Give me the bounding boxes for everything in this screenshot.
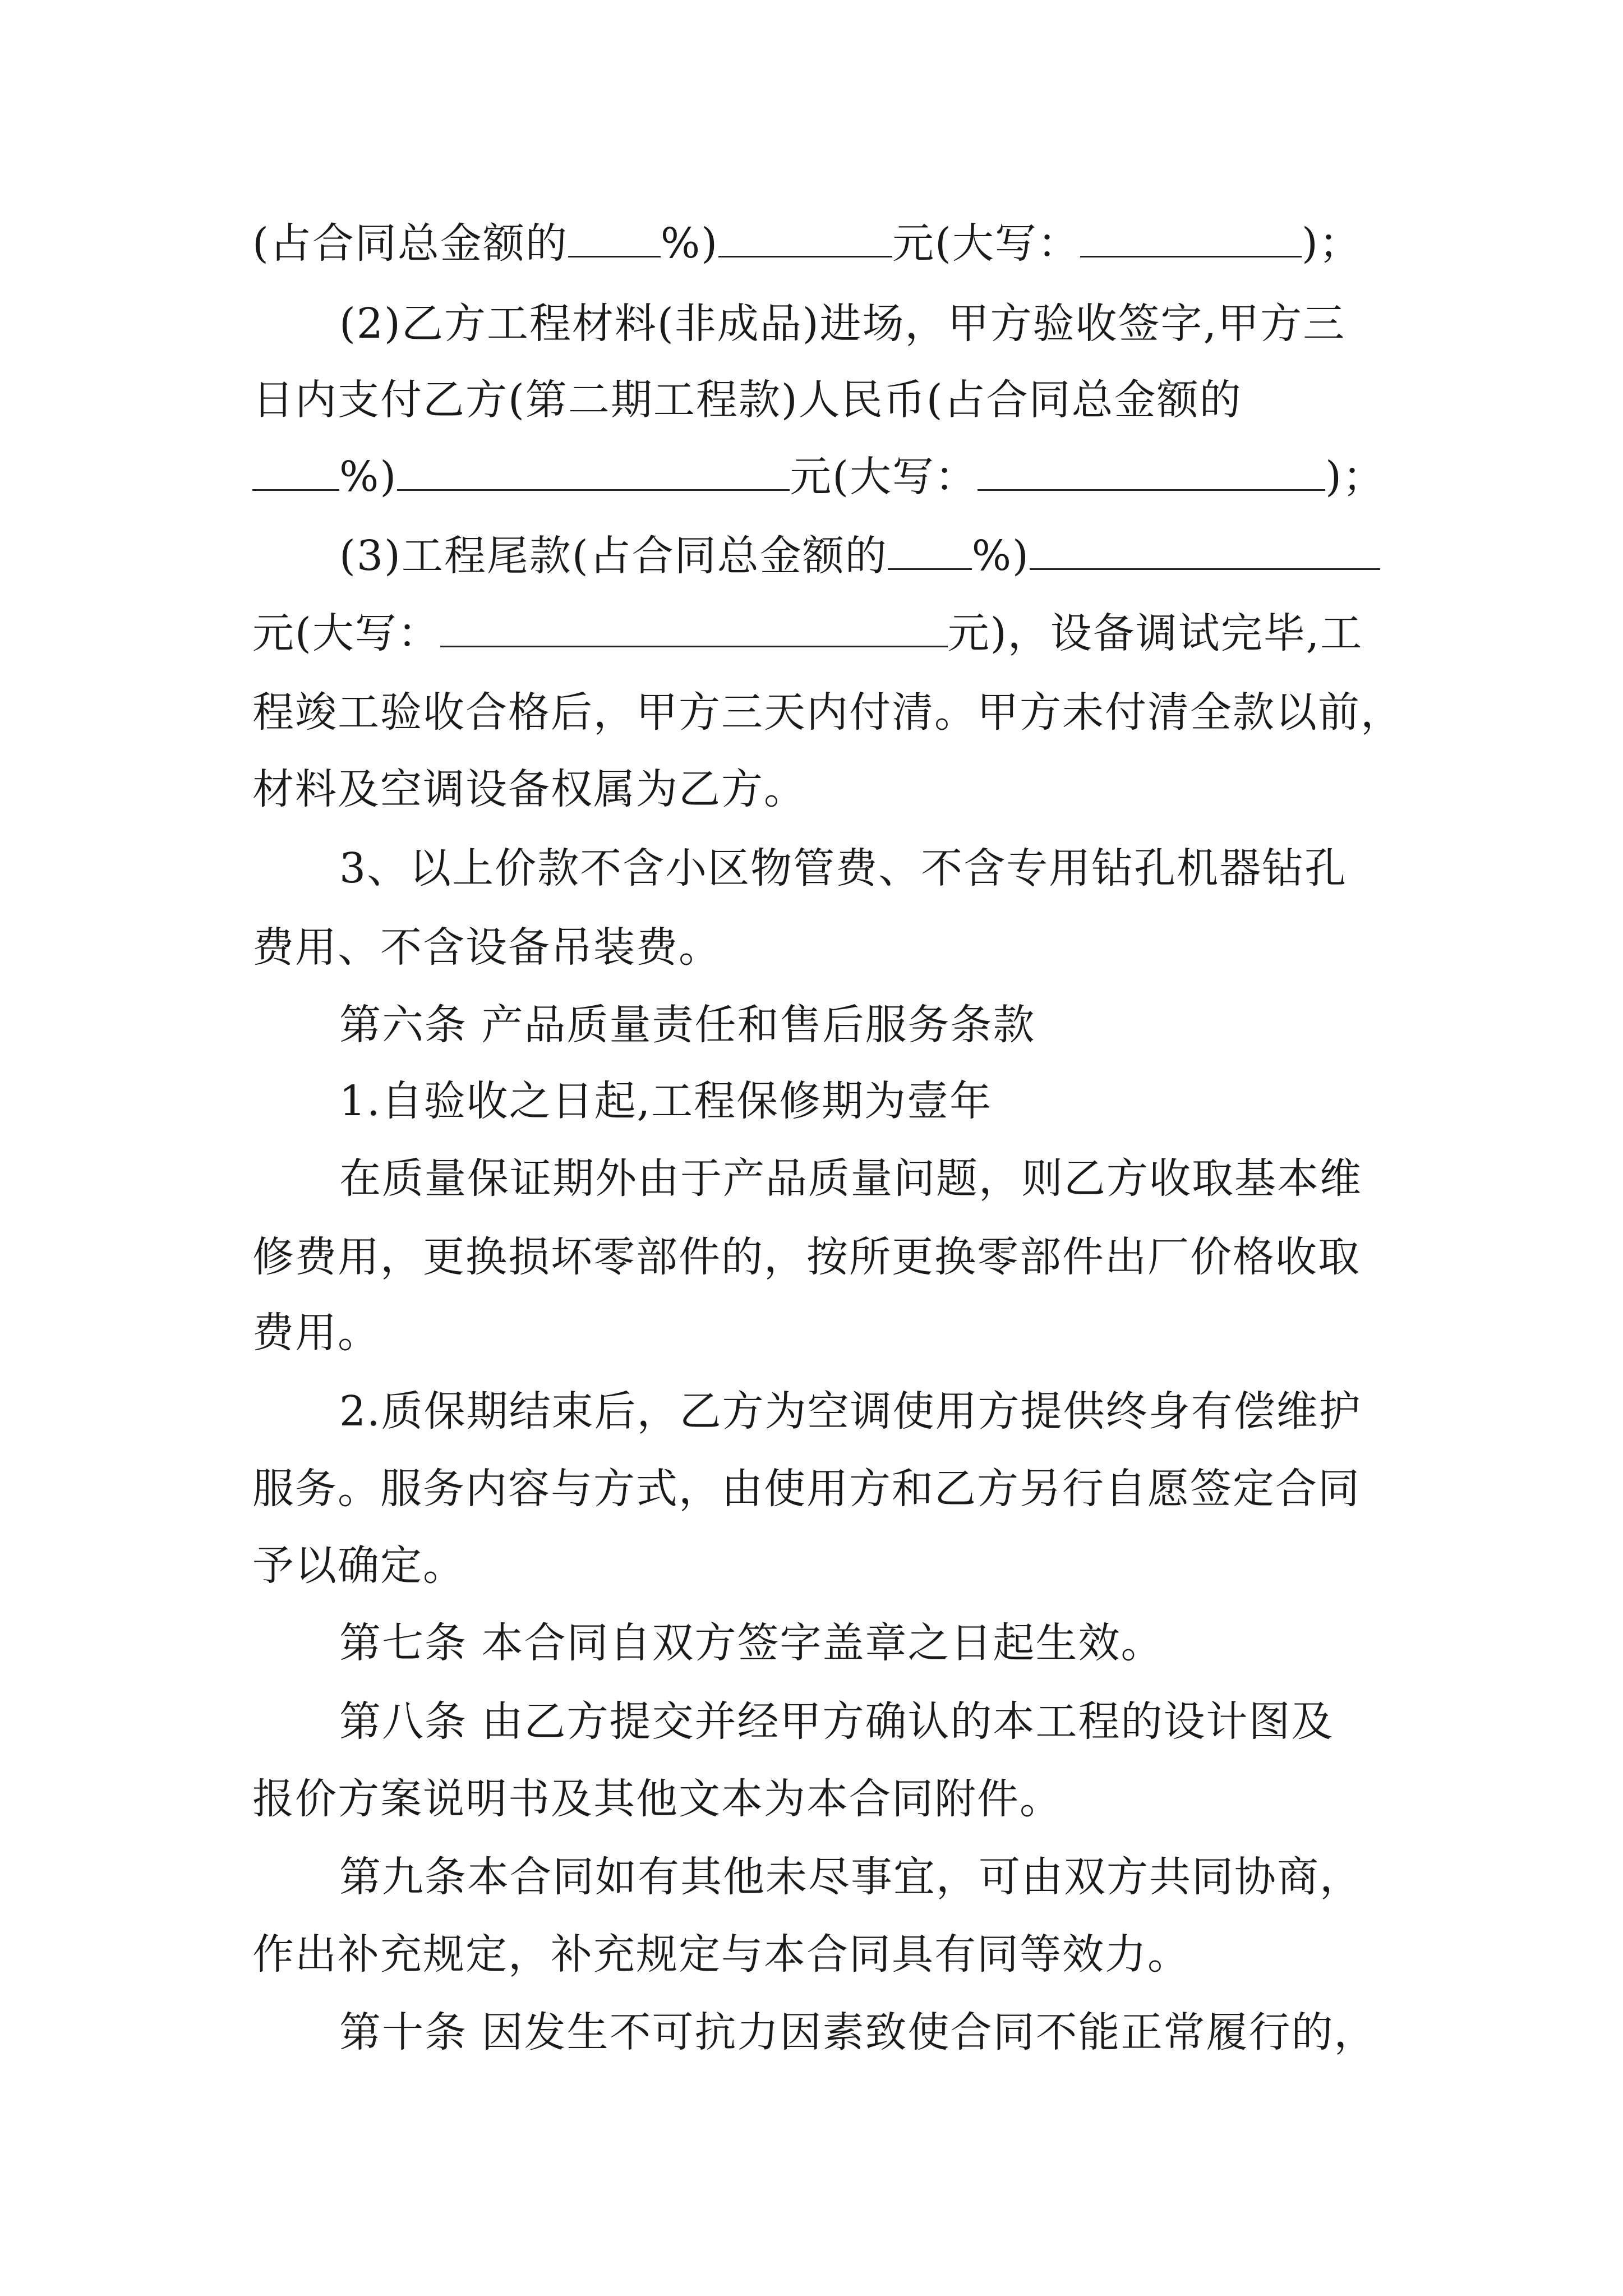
text-line (252, 605, 1363, 661)
text-segment: 作出补充规定，补充规定与本合同具有同等效力。 (252, 1930, 1190, 1978)
fill-in-blank (1080, 215, 1302, 257)
text-segment: 程竣工验收合格后，甲方三天内付清。甲方未付清全款以前， (252, 688, 1403, 737)
text-segment: (2)乙方工程材料(非成品)进场，甲方验收签字,甲方三 (339, 300, 1346, 348)
text-segment: 第六条 产品质量责任和售后服务条款 (339, 1001, 1036, 1049)
text-segment: 元(大写： (252, 609, 440, 657)
text-segment: 服务。服务内容与方式，由使用方和乙方另行自愿签定合同 (252, 1465, 1361, 1513)
text-line (252, 919, 721, 976)
text-segment: )； (1301, 219, 1362, 268)
fill-in-blank (718, 215, 892, 257)
text-line (339, 1849, 1362, 1905)
text-line (339, 997, 1036, 1053)
fill-in-blank (1030, 528, 1380, 570)
text-line (252, 372, 1242, 428)
text-segment: %) (660, 219, 719, 268)
text-line (252, 1305, 380, 1361)
text-line (252, 449, 1385, 505)
text-line (252, 215, 1362, 272)
fill-in-blank (440, 605, 948, 647)
text-segment: (占合同总金额的 (252, 219, 568, 268)
fill-in-blank (978, 449, 1325, 491)
text-segment: 费用、不含设备吊装费。 (252, 923, 721, 972)
text-line (252, 1538, 465, 1594)
text-segment: 予以确定。 (252, 1542, 465, 1590)
text-segment: 修费用，更换损坏零部件的，按所更换零部件出厂价格收取 (252, 1233, 1361, 1281)
fill-in-blank (397, 449, 790, 491)
text-segment: 元)，设备调试完毕,工 (947, 609, 1363, 657)
text-segment: 第十条 因发生不可抗力因素致使合同不能正常履行的， (339, 2008, 1377, 2056)
text-line (339, 1383, 1362, 1439)
text-line (339, 528, 1380, 584)
fill-in-blank (568, 215, 661, 257)
text-segment: 第八条 由乙方提交并经甲方确认的本工程的设计图及 (339, 1697, 1334, 1746)
text-line (252, 684, 1403, 740)
text-line (252, 761, 806, 817)
text-segment: (3)工程尾款(占合同总金额的 (339, 532, 888, 580)
text-segment: %) (339, 453, 398, 501)
text-line (252, 1771, 1062, 1827)
text-segment: 费用。 (252, 1309, 380, 1357)
text-line (252, 1229, 1361, 1285)
text-segment: 3、以上价款不含小区物管费、不含专用钻孔机器钻孔 (339, 844, 1348, 892)
text-line (339, 1073, 992, 1129)
fill-in-blank (888, 528, 972, 570)
text-line (339, 296, 1345, 352)
text-segment: 第九条本合同如有其他未尽事宜，可由双方共同协商， (339, 1853, 1362, 1901)
text-line (339, 1694, 1334, 1750)
text-segment: 第七条 本合同自双方签字盖章之日起生效。 (339, 1619, 1164, 1667)
text-line (339, 1151, 1362, 1207)
text-line (339, 1615, 1164, 1671)
text-segment: 1.自验收之日起,工程保修期为壹年 (339, 1077, 993, 1125)
text-segment: 报价方案说明书及其他文本为本合同附件。 (252, 1775, 1062, 1823)
text-segment: 在质量保证期外由于产品质量问题，则乙方收取基本维 (339, 1154, 1362, 1203)
text-line (339, 840, 1347, 896)
text-segment: 元(大写： (892, 219, 1080, 268)
text-segment: 日内支付乙方(第二期工程款)人民币(占合同总金额的 (252, 376, 1242, 424)
fill-in-blank (252, 449, 339, 491)
text-line (252, 1461, 1361, 1517)
text-line (252, 1926, 1190, 1982)
text-line (339, 2004, 1377, 2060)
text-segment: 元(大写： (790, 453, 978, 501)
text-segment: %) (971, 532, 1030, 580)
text-segment: )； (1325, 453, 1385, 501)
text-segment: 2.质保期结束后，乙方为空调使用方提供终身有偿维护 (339, 1387, 1362, 1435)
text-segment: 材料及空调设备权属为乙方。 (252, 765, 806, 813)
